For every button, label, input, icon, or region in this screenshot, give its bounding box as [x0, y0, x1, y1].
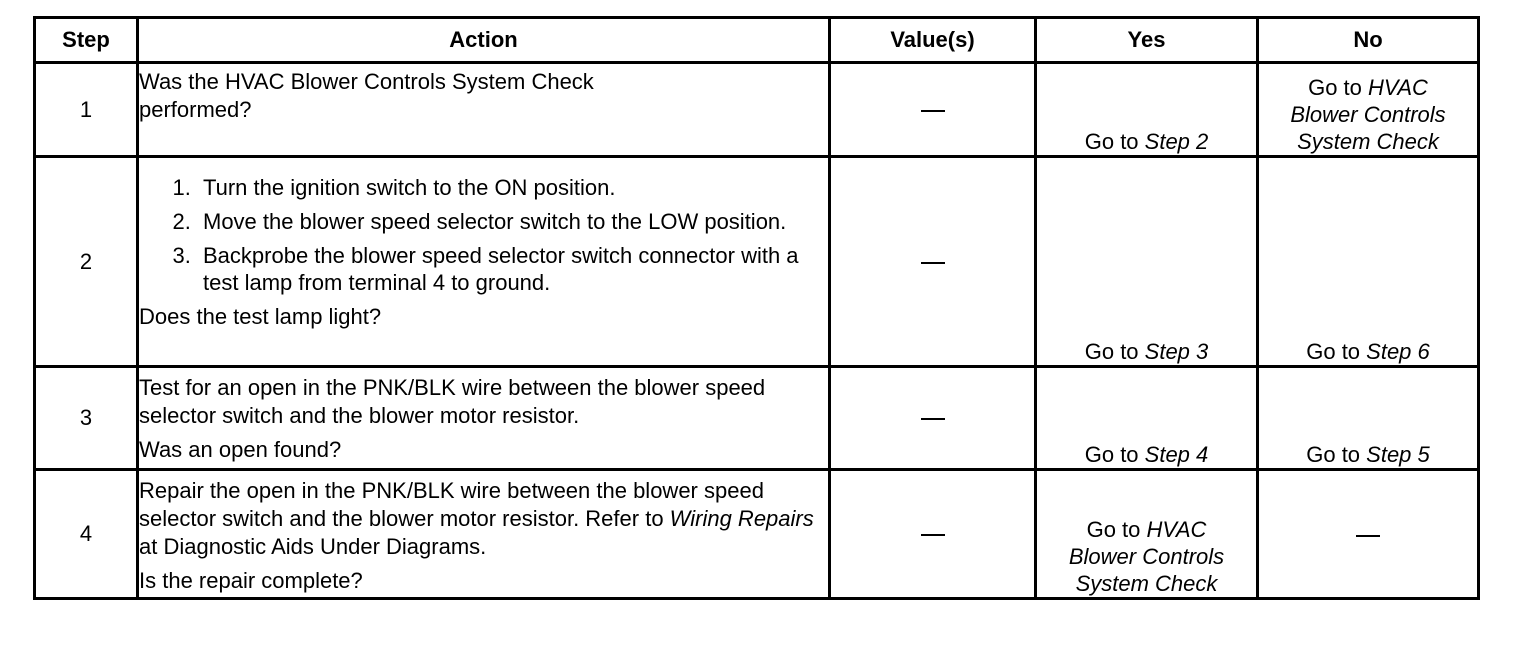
header-values: Value(s): [830, 18, 1036, 63]
no-target: Step 5: [1366, 442, 1430, 467]
action-question: Was the HVAC Blower Controls System Check performed?: [139, 69, 594, 122]
substep-list: [139, 174, 828, 296]
substep-item: 1. Turn the ignition switch to the ON position.: [197, 174, 828, 201]
substep-item: 3. Backprobe the blower speed selector switch connector with a test lamp from terminal 4 to ground.: [197, 242, 828, 296]
no-prefix: Go to: [1306, 442, 1367, 467]
yes-cell: [1036, 367, 1258, 470]
header-no: No: [1258, 18, 1479, 63]
yes-target: Step 3: [1144, 339, 1209, 364]
no-target: Step 6: [1366, 339, 1430, 364]
action-post: at Diagnostic Aids Under Diagrams.: [139, 534, 487, 559]
action-description: Test for an open in the PNK/BLK wire between the blower speed selector switch and the blower motor resistor.: [139, 375, 766, 428]
action-text: [138, 470, 830, 599]
header-action: Action: [138, 18, 830, 63]
diagnostic-table: [33, 16, 1480, 600]
yes-target: Step 4: [1144, 442, 1209, 467]
substep-item: 2. Move the blower speed selector switch to the LOW position.: [197, 208, 828, 235]
dash-mark: [921, 418, 945, 420]
yes-cell: [1036, 470, 1258, 599]
action-question: Does the test lamp light?: [139, 304, 382, 329]
yes-cell: [1036, 63, 1258, 157]
yes-target: HVAC Blower Controls System Check: [1068, 517, 1225, 596]
dash-mark: [1356, 535, 1380, 537]
step-number: 4: [35, 470, 138, 599]
action-question: Is the repair complete?: [139, 568, 363, 593]
no-cell: [1258, 157, 1479, 367]
dash-mark: [921, 110, 945, 112]
value-cell: [830, 63, 1036, 157]
yes-prefix: Go to: [1084, 129, 1145, 154]
step-number: 1: [35, 63, 138, 157]
table-row: [35, 470, 1479, 599]
value-cell: [830, 470, 1036, 599]
value-cell: [830, 367, 1036, 470]
yes-prefix: Go to: [1084, 442, 1145, 467]
header-step: Step: [35, 18, 138, 63]
action-question: Was an open found?: [139, 437, 342, 462]
table-row: [35, 367, 1479, 470]
no-target: HVAC Blower Controls System Check: [1290, 75, 1446, 154]
yes-prefix: Go to: [1084, 339, 1145, 364]
no-prefix: Go to: [1306, 339, 1367, 364]
wiring-repairs-ref: Wiring Repairs: [669, 506, 814, 531]
dash-mark: [921, 534, 945, 536]
step-number: 3: [35, 367, 138, 470]
table-row: [35, 157, 1479, 367]
no-cell: [1258, 63, 1479, 157]
no-cell: [1258, 367, 1479, 470]
value-cell: [830, 157, 1036, 367]
action-text: [138, 63, 830, 157]
dash-mark: [921, 262, 945, 264]
no-cell: [1258, 470, 1479, 599]
action-text: [138, 157, 830, 367]
table-row: [35, 63, 1479, 157]
action-text: [138, 367, 830, 470]
yes-prefix: Go to: [1086, 517, 1147, 542]
yes-cell: [1036, 157, 1258, 367]
header-row: [35, 18, 1479, 63]
header-yes: Yes: [1036, 18, 1258, 63]
step-number: 2: [35, 157, 138, 367]
action-description: [139, 477, 828, 561]
yes-target: Step 2: [1144, 129, 1209, 154]
no-prefix: Go to: [1308, 75, 1368, 100]
action-pre: Repair the open in the PNK/BLK wire between the blower speed selector switch and the blower motor resistor. Refer to: [139, 478, 764, 531]
